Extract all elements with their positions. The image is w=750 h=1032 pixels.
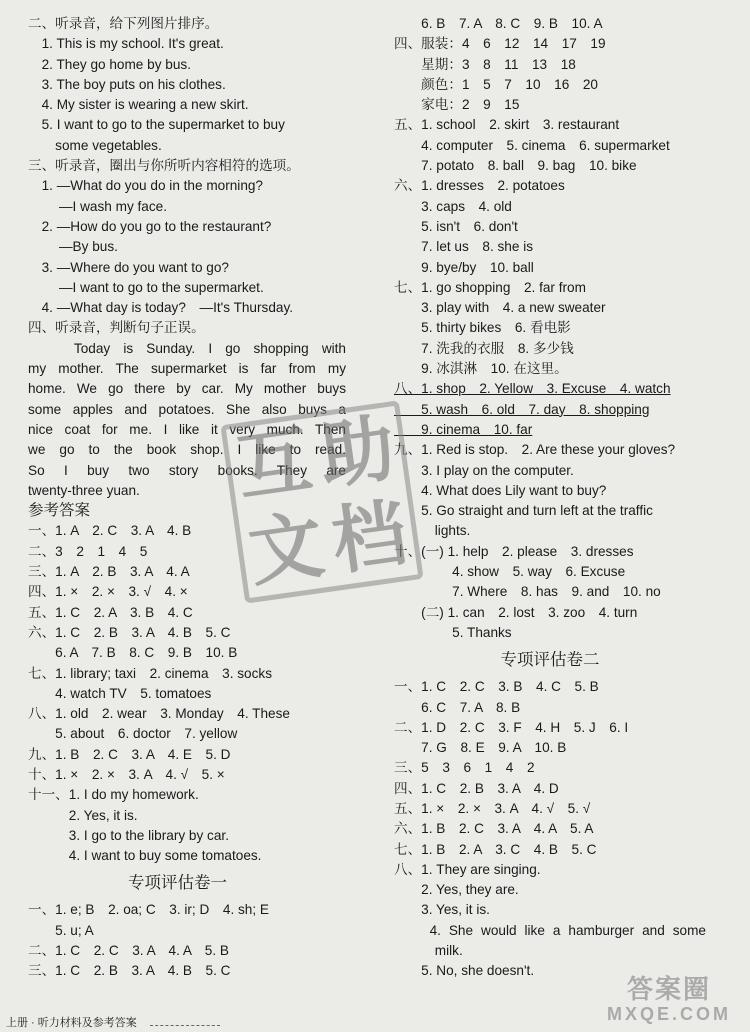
answer-line: 2. Yes, it is.	[28, 807, 138, 823]
answer-line: 9. 冰淇淋 10. 在这里。	[394, 361, 568, 377]
passage-line: my mother. The supermarket is far from my	[28, 361, 346, 377]
page-footer: 上册 · 听力材料及参考答案	[0, 1014, 226, 1032]
answer-line: 四、服装：4 6 12 14 17 19	[394, 36, 606, 52]
answer-line: 3. I play on the computer.	[394, 462, 574, 478]
text-line: 2. They go home by bus.	[28, 56, 191, 72]
answer-line: 5. u; A	[28, 922, 94, 938]
section-title: 专项评估卷二	[500, 651, 600, 670]
answer-line: 二、3 2 1 4 5	[28, 543, 148, 559]
answer-line: 二、1. D 2. C 3. F 4. H 5. J 6. I	[394, 719, 629, 735]
answer-line: 七、1. go shopping 2. far from	[394, 279, 586, 295]
answer-line: (二) 1. can 2. lost 3. zoo 4. turn	[394, 604, 638, 620]
answer-line: 5. wash 6. old 7. day 8. shopping	[394, 401, 650, 417]
answer-line: 四、1. C 2. B 3. A 4. D	[394, 780, 559, 796]
stamp-char: 文	[243, 501, 329, 598]
text-line: 4. —What day is today? —It's Thursday.	[28, 300, 294, 316]
answer-line: 八、1. old 2. wear 3. Monday 4. These	[28, 706, 290, 722]
answer-line: 九、1. Red is stop. 2. Are these your gloves?	[394, 442, 676, 458]
answer-line: 4. I want to buy some tomatoes.	[28, 848, 262, 864]
answer-line: 9. bye/by 10. ball	[394, 259, 534, 275]
passage-line: some apples and potatoes. She also buys a	[28, 401, 346, 417]
answer-line: 6. B 7. A 8. C 9. B 10. A	[394, 16, 603, 31]
text-line: —By bus.	[28, 239, 118, 255]
answer-line: 三、5 3 6 1 4 2	[394, 760, 535, 776]
answer-line: 4. What does Lily want to buy?	[394, 482, 607, 498]
answer-line: 3. caps 4. old	[394, 198, 512, 214]
watermark-stamp	[220, 400, 423, 603]
answer-line: 家电：2 9 15	[394, 97, 520, 113]
answer-line: 5. No, she doesn't.	[394, 963, 535, 979]
section-title: 专项评估卷一	[128, 874, 227, 893]
answer-line: 四、1. × 2. × 3. √ 4. ×	[28, 584, 188, 600]
answer-line: 3. play with 4. a new sweater	[394, 300, 606, 316]
answer-line: 七、1. library; taxi 2. cinema 3. socks	[28, 665, 273, 681]
answer-line: 三、1. A 2. B 3. A 4. A	[28, 564, 190, 580]
answer-line: 4. She would like a hamburger and some	[394, 922, 706, 938]
answer-line: 3. Yes, it is.	[394, 902, 490, 918]
answer-line: 二、1. C 2. C 3. A 4. A 5. B	[28, 943, 229, 959]
answer-line: 7. 洗我的衣服 8. 多少钱	[394, 340, 574, 356]
answer-line: 7. Where 8. has 9. and 10. no	[394, 584, 661, 600]
text-line: 四、听录音，判断句子正误。	[28, 320, 205, 336]
passage-line: we go to the book shop. I like to read.	[28, 442, 346, 458]
answer-line: 九、1. B 2. C 3. A 4. E 5. D	[28, 746, 231, 762]
answer-line: 6. C 7. A 8. B	[394, 699, 521, 715]
text-line: 2. —How do you go to the restaurant?	[28, 218, 272, 234]
answer-line: lights.	[394, 523, 471, 539]
answer-line: 9. cinema 10. far	[394, 421, 533, 437]
stamp-char: 互	[231, 416, 317, 513]
text-line: 三、听录音，圈出与你所听内容相符的选项。	[28, 158, 300, 174]
answer-line: 十、(一) 1. help 2. please 3. dresses	[394, 543, 634, 559]
answer-line: 5. Go straight and turn left at the traffic	[394, 503, 653, 519]
answer-line: 7. potato 8. ball 9. bag 10. bike	[394, 158, 637, 174]
answer-line: 7. G 8. E 9. A 10. B	[394, 740, 567, 756]
answer-line: 2. Yes, they are.	[394, 882, 519, 898]
answer-line: 4. show 5. way 6. Excuse	[394, 564, 626, 580]
answer-line: 十、1. × 2. × 3. A 4. √ 5. ×	[28, 766, 225, 782]
text-line: 1. —What do you do in the morning?	[28, 178, 263, 194]
answer-line: 八、1. shop 2. Yellow 3. Excuse 4. watch	[394, 381, 671, 397]
passage-line: twenty-three yuan.	[28, 482, 140, 498]
answer-line: 十一、1. I do my homework.	[28, 787, 199, 803]
answer-line: 五、1. C 2. A 3. B 4. C	[28, 604, 193, 620]
answer-line: 星期：3 8 11 13 18	[394, 56, 576, 72]
answer-line: 八、1. They are singing.	[394, 861, 541, 877]
answer-line: 5. Thanks	[394, 624, 512, 640]
answer-line: 6. A 7. B 8. C 9. B 10. B	[28, 645, 238, 661]
answer-line: 一、1. C 2. C 3. B 4. C 5. B	[394, 679, 599, 695]
text-line: —I want to go to the supermarket.	[28, 279, 264, 295]
answer-line: 一、1. A 2. C 3. A 4. B	[28, 523, 192, 539]
answer-line: 五、1. school 2. skirt 3. restaurant	[394, 117, 620, 133]
answer-line: 三、1. C 2. B 3. A 4. B 5. C	[28, 963, 231, 979]
passage-line: Today is Sunday. I go shopping with	[28, 340, 346, 356]
text-line: 4. My sister is wearing a new skirt.	[28, 97, 249, 113]
passage-line: nice coat for me. I like it very much. Then	[28, 421, 346, 437]
text-line: some vegetables.	[28, 137, 162, 153]
answers-heading: 参考答案	[28, 502, 91, 520]
answer-line: 5. about 6. doctor 7. yellow	[28, 726, 238, 742]
answer-line: 4. computer 5. cinema 6. supermarket	[394, 137, 670, 153]
answer-line: 3. I go to the library by car.	[28, 827, 229, 843]
answer-line: 5. thirty bikes 6. 看电影	[394, 320, 571, 336]
text-line: 3. —Where do you want to go?	[28, 259, 229, 275]
answer-line: 五、1. × 2. × 3. A 4. √ 5. √	[394, 800, 591, 816]
answer-line: 5. isn't 6. don't	[394, 218, 518, 234]
answer-line: 六、1. dresses 2. potatoes	[394, 178, 565, 194]
answer-line: 六、1. C 2. B 3. A 4. B 5. C	[28, 624, 231, 640]
answer-line: 颜色：1 5 7 10 16 20	[394, 76, 598, 92]
text-line: 3. The boy puts on his clothes.	[28, 76, 226, 92]
answer-line: milk.	[394, 943, 463, 959]
stamp-char: 档	[326, 490, 413, 586]
stamp-char: 助	[314, 404, 401, 501]
passage-line: So I buy two story books. They are	[28, 462, 346, 478]
answer-line: 七、1. B 2. A 3. C 4. B 5. C	[394, 841, 597, 857]
answer-line: 一、1. e; B 2. oa; C 3. ir; D 4. sh; E	[28, 902, 269, 918]
watermark-url: MXQE.COM	[606, 1004, 731, 1024]
right-column	[394, 14, 706, 982]
answer-line: 六、1. B 2. C 3. A 4. A 5. A	[394, 821, 594, 837]
watermark-text: 答案圈	[626, 974, 711, 1004]
answer-line: 4. watch TV 5. tomatoes	[28, 685, 212, 701]
text-line: 5. I want to go to the supermarket to buy	[28, 117, 285, 133]
corner-watermark	[594, 974, 744, 1028]
text-line: 二、听录音，给下列图片排序。	[28, 16, 219, 31]
text-line: 1. This is my school. It's great.	[28, 36, 224, 52]
text-line: —I wash my face.	[28, 198, 167, 214]
passage-line: home. We go there by car. My mother buys	[28, 381, 346, 397]
answer-line: 7. let us 8. she is	[394, 239, 534, 255]
